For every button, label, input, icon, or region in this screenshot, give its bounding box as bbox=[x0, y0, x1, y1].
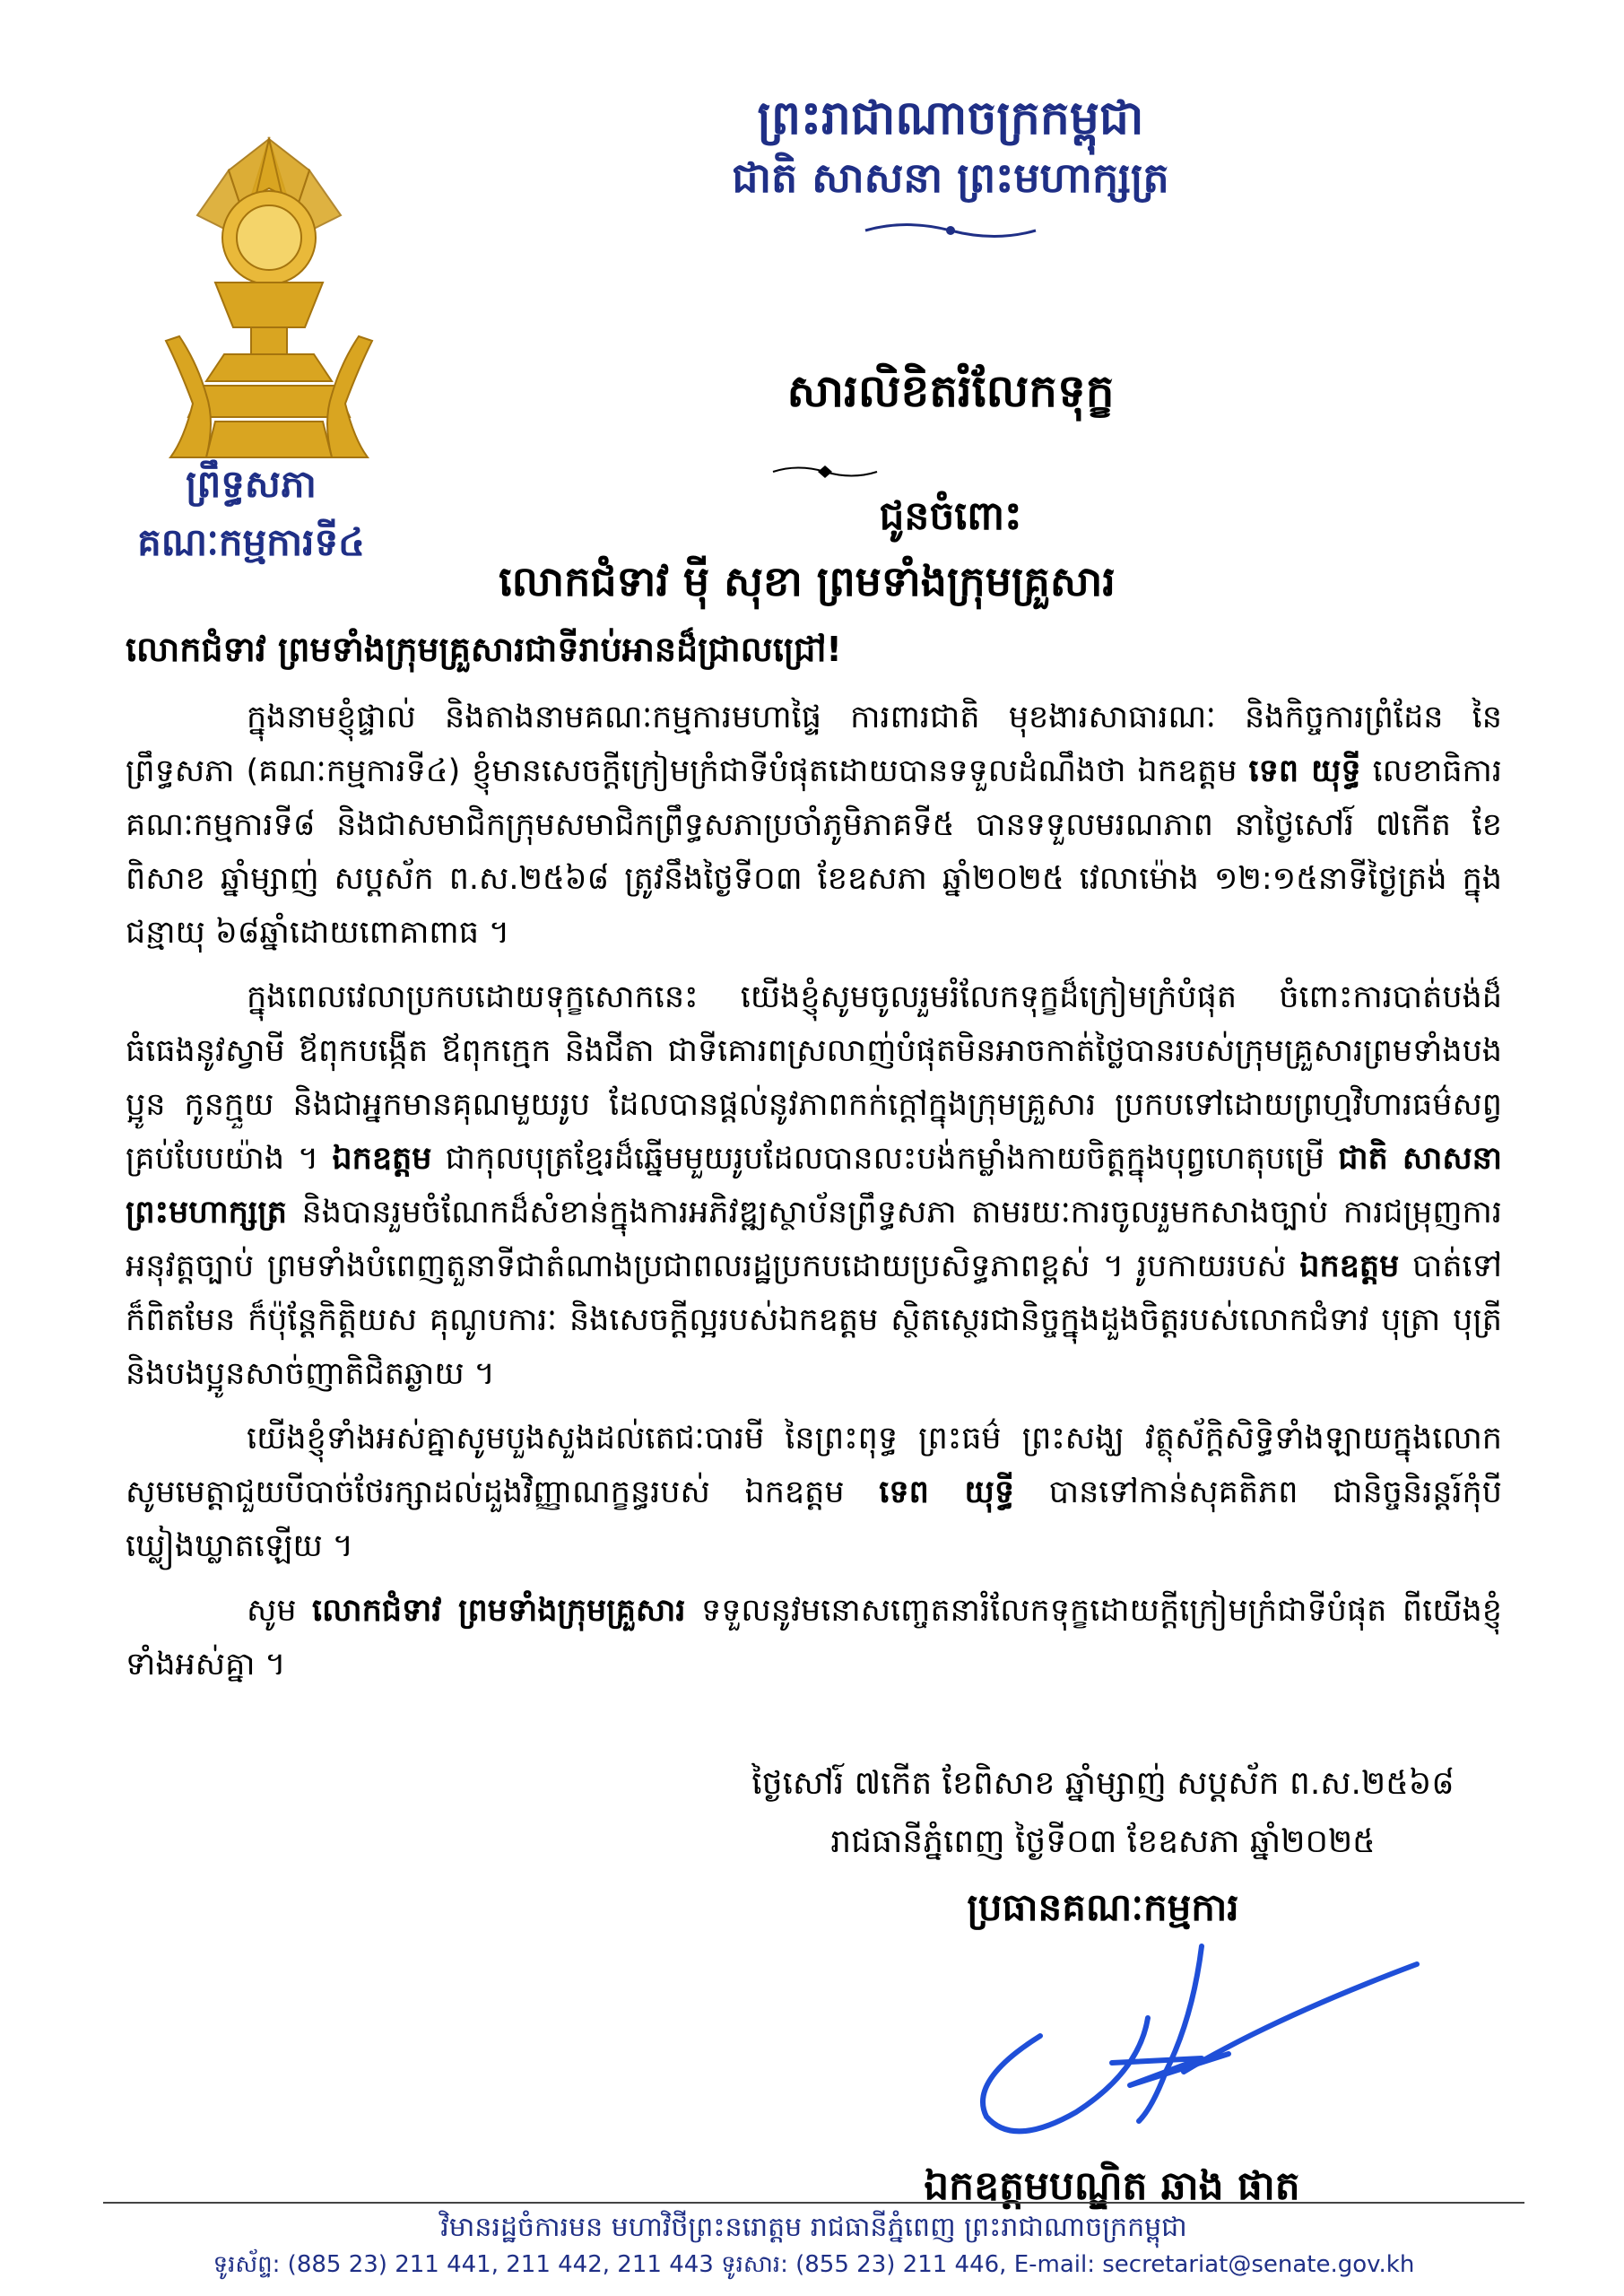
motto-ornament bbox=[861, 217, 1040, 244]
signer-name: ឯកឧត្តមបណ្ឌិត ឆាង ផាត bbox=[924, 2163, 1300, 2209]
footer-contact: ទូរស័ព្ទ: (885 23) 211 441, 211 442, 211 443 ទូរសារ: (855 23) 211 446, E-mail: secretariat@senate.gov.kh bbox=[213, 2251, 1415, 2278]
recipient: លោកជំទាវ មុី សុខា ព្រមទាំងក្រុមគ្រួសារ bbox=[499, 557, 1116, 605]
org-committee: គណៈកម្មការទី៤ bbox=[137, 520, 365, 564]
senate-emblem bbox=[152, 135, 386, 466]
salutation: លោកជំទាវ ព្រមទាំងក្រុមគ្រួសារជាទីរាប់អានដ៏ជ្រាលជ្រៅ! bbox=[126, 630, 842, 669]
paragraph-3: យើងខ្ញុំទាំងអស់គ្នាសូមបួងសួងដល់តេជៈបារមី នៃព្រះពុទ្ធ ព្រះធម៌ ព្រះសង្ឃ វត្ថុស័ក្តិសិទ្ធិទាំងឡាយក្នុងលោក សូមមេត្តាជួយបីបាច់ថែរក្សាដល់ដួងវិញ្ញាណក្ខន្ធរបស់ ឯកឧត្តម ទេព យុទ្ធី បានទៅកាន់សុគតិភព ជានិច្ចនិរន្តរ៍កុំបីឃ្លៀងឃ្លាតឡើយ ។ bbox=[126, 1421, 1502, 1564]
lunar-date: ថ្ងៃសៅរ៍ ៧កើត ខែពិសាខ ឆ្នាំម្សាញ់ សប្តស័ក ព.ស.២៥៦៨ bbox=[751, 1765, 1455, 1802]
deceased-name: ទេព យុទ្ធី bbox=[879, 1474, 1015, 1510]
title-ornament bbox=[771, 462, 879, 482]
national-motto: ជាតិ សាសនា ព្រះមហាក្សត្រ bbox=[732, 153, 1169, 202]
deceased-name: ទេព យុទ្ធី bbox=[1248, 753, 1361, 789]
footer-address: វិមានរដ្ឋចំការមន មហាវិថីព្រះនរោត្តម រាជធានីភ្នំពេញ ព្រះរាជាណាចក្រកម្ពុជា bbox=[440, 2212, 1187, 2243]
kingdom-heading: ព្រះរាជាណាចក្រកម្ពុជា bbox=[757, 91, 1144, 145]
paragraph-2: ក្នុងពេលវេលាប្រកបដោយទុក្ខសោកនេះ យើងខ្ញុំសូមចូលរួមរំលែកទុក្ខដ៏ក្រៀមក្រំបំផុត ចំពោះការបាត់បង់ដ៏ធំធេងនូវស្វាមី ឪពុកបង្កើត ឪពុកក្មេក និងជីតា ជាទីគោរពស្រលាញ់បំផុតមិនអាចកាត់ថ្លៃបានរបស់ក្រុមគ្រួសារព្រមទាំងបងប្អូន កូនក្មួយ និងជាអ្នកមានគុណមួយរូប ដែលបានផ្តល់នូវភាពកក់ក្ដៅក្នុងក្រុមគ្រួសារ ប្រកបទៅដោយព្រហ្មវិហារធម៌សព្វគ្រប់បែបយ៉ាង ។ ឯកឧត្តម ជាកុលបុត្រខ្មែរដ៏ឆ្នើមមួយរូបដែលបានលះបង់កម្លាំងកាយចិត្តក្នុងបុព្វហេតុបម្រើ ជាតិ សាសនា ព្រះមហាក្សត្រ និងបានរួមចំណែកដ៏សំខាន់ក្នុងការអភិវឌ្ឍស្ថាប័នព្រឹទ្ធសភា តាមរយៈការចូលរួមកសាងច្បាប់ ការជម្រុញការអនុវត្តច្បាប់ ព្រមទាំងបំពេញតួនាទីជាតំណាងប្រជាពលរដ្ឋប្រកបដោយប្រសិទ្ធភាពខ្ពស់ ។ រូបកាយរបស់ ឯកឧត្តម បាត់ទៅក៏ពិតមែន ក៏ប៉ុន្តែកិត្តិយស គុណូបការៈ និងសេចក្តីល្អរបស់ឯកឧត្តម ស្ថិតស្ថេរជានិច្ចក្នុងដួងចិត្តរបស់លោកជំទាវ បុត្រា បុត្រី និងបងប្អូនសាច់ញាតិជិតឆ្ងាយ ។ bbox=[126, 979, 1503, 1392]
paragraph-4: សូម លោកជំទាវ ព្រមទាំងក្រុមគ្រួសារ ទទួលនូវមនោសញ្ចេតនារំលែកទុក្ខដោយក្ដីក្រៀមក្រំជាទីបំផុត ពីយើងខ្ញុំទាំងអស់គ្នា ។ bbox=[126, 1593, 1502, 1683]
paragraph-1: ក្នុងនាមខ្ញុំផ្ទាល់ និងតាងនាមគណៈកម្មការមហាផ្ទៃ ការពារជាតិ មុខងារសាធារណៈ និងកិច្ចការព្រំដែន នៃព្រឹទ្ធសភា (គណៈកម្មការទី៤) ខ្ញុំមានសេចក្ដីក្រៀមក្រំជាទីបំផុតដោយបានទទួលដំណឹងថា ឯកឧត្តម ទេព យុទ្ធី លេខាធិការគណៈកម្មការទី៨ និងជាសមាជិកក្រុមសមាជិកព្រឹទ្ធសភាប្រចាំភូមិភាគទី៥ បានទទួលមរណភាព នាថ្ងៃសៅរ៍ ៧កើត ខែពិសាខ ឆ្នាំម្សាញ់ សប្តស័ក ព.ស.២៥៦៨ ត្រូវនឹងថ្ងៃទី០៣ ខែឧសភា ឆ្នាំ២០២៥ វេលាម៉ោង ១២:១៥នាទីថ្ងៃត្រង់ ក្នុងជន្មាយុ ៦៨ឆ្នាំដោយពោគាពាធ ។ bbox=[126, 700, 1502, 951]
footer-divider bbox=[103, 2202, 1524, 2204]
letter-body bbox=[126, 691, 1502, 1702]
handwritten-signature bbox=[933, 1937, 1435, 2152]
document-title: សារលិខិតរំលែកទុក្ខ bbox=[786, 365, 1115, 417]
addressed-to: ជូនចំពោះ bbox=[879, 493, 1022, 539]
place-and-date: រាជធានីភ្នំពេញ ថ្ងៃទី០៣ ខែឧសភា ឆ្នាំ២០២៥ bbox=[830, 1823, 1376, 1860]
org-name: ព្រឹទ្ធសភា bbox=[186, 462, 317, 506]
signer-title: ប្រធានគណៈកម្មការ bbox=[967, 1885, 1239, 1929]
